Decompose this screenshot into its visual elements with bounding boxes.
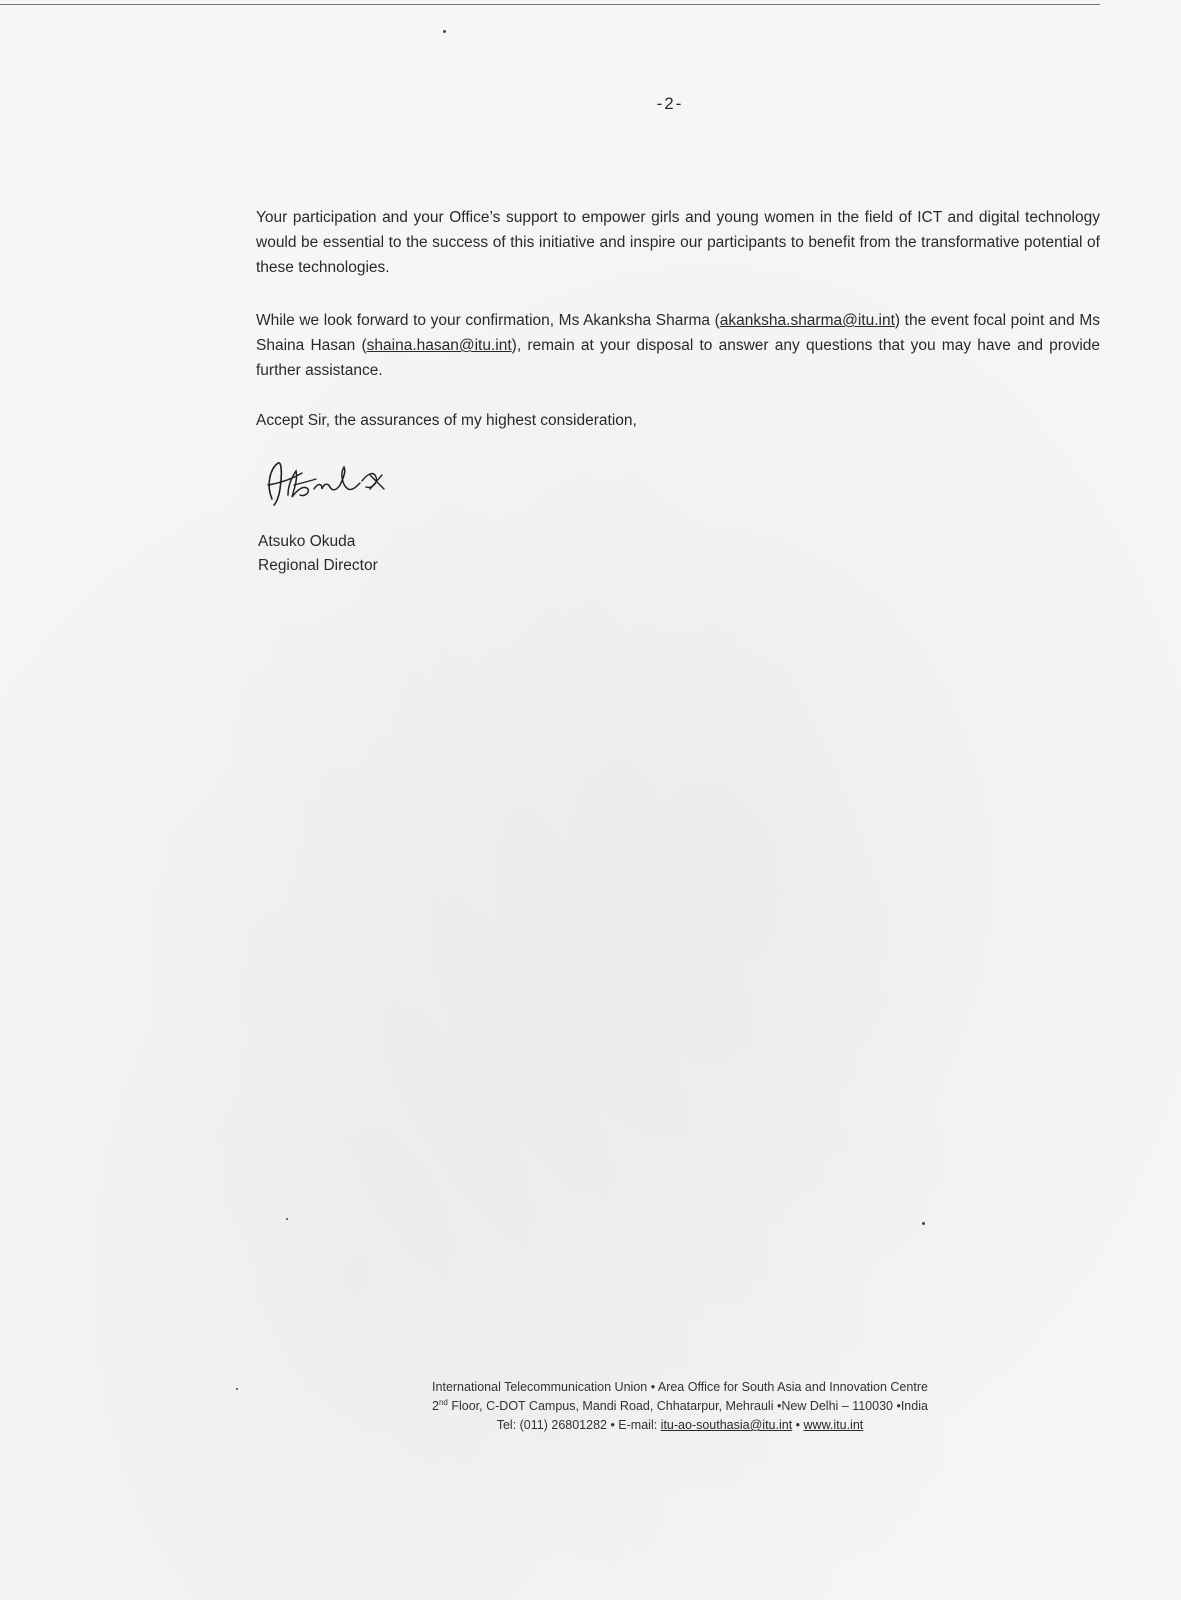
email-link-akanksha[interactable]: akanksha.sharma@itu.int bbox=[719, 312, 895, 329]
scan-speck bbox=[236, 1388, 238, 1390]
footer-address-floor: 2 bbox=[432, 1399, 439, 1413]
footer-address-rest: Floor, C-DOT Campus, Mandi Road, Chhatarpur, Mehrauli •New Delhi – 110030 •India bbox=[447, 1399, 928, 1413]
handwritten-signature bbox=[258, 455, 408, 517]
email-link-shaina[interactable]: shaina.hasan@itu.int bbox=[366, 337, 512, 354]
footer-website-link[interactable]: www.itu.int bbox=[803, 1418, 864, 1432]
paragraph-participation-text: Your participation and your Office’s support to empower girls and young women in the field of ICT and digital technology would be essential to the success of this initiative and inspire our participants to benefit from the transformative potential of these technologies. bbox=[256, 209, 1100, 276]
paragraph-contacts-text-c: ), remain at your disposal to answer any questions that you may have and provide further assistance. bbox=[256, 337, 1101, 379]
letterhead-footer bbox=[370, 1378, 990, 1435]
scan-edge-line bbox=[0, 4, 1100, 5]
paragraph-closing bbox=[256, 408, 1100, 433]
scan-speck bbox=[922, 1222, 925, 1225]
paragraph-participation bbox=[256, 205, 1100, 280]
scan-speck bbox=[286, 1218, 288, 1220]
footer-contact bbox=[370, 1416, 990, 1435]
footer-organization: International Telecommunication Union • Area Office for South Asia and Innovation Centre bbox=[432, 1380, 928, 1394]
closing-text: Accept Sir, the assurances of my highest consideration, bbox=[256, 412, 637, 429]
paragraph-contacts-text-a: While we look forward to your confirmation, Ms Akanksha Sharma ( bbox=[256, 312, 720, 329]
footer-email-link[interactable]: itu-ao-southasia@itu.int bbox=[660, 1418, 793, 1432]
signer-name: Atsuko Okuda bbox=[258, 533, 356, 550]
signer-block bbox=[258, 530, 378, 578]
footer-address bbox=[370, 1397, 990, 1416]
paragraph-contacts-text-b: ) the event focal point and Ms Shaina Hasan ( bbox=[256, 312, 1100, 354]
scan-speck bbox=[443, 30, 446, 33]
signer-title: Regional Director bbox=[258, 557, 378, 574]
footer-tel: Tel: (011) 26801282 • E-mail: bbox=[496, 1418, 661, 1432]
paragraph-contacts bbox=[256, 308, 1100, 383]
page-number: -2- bbox=[656, 94, 684, 113]
footer-separator: • bbox=[792, 1418, 804, 1432]
footer-address-sup: nd bbox=[438, 1397, 448, 1407]
